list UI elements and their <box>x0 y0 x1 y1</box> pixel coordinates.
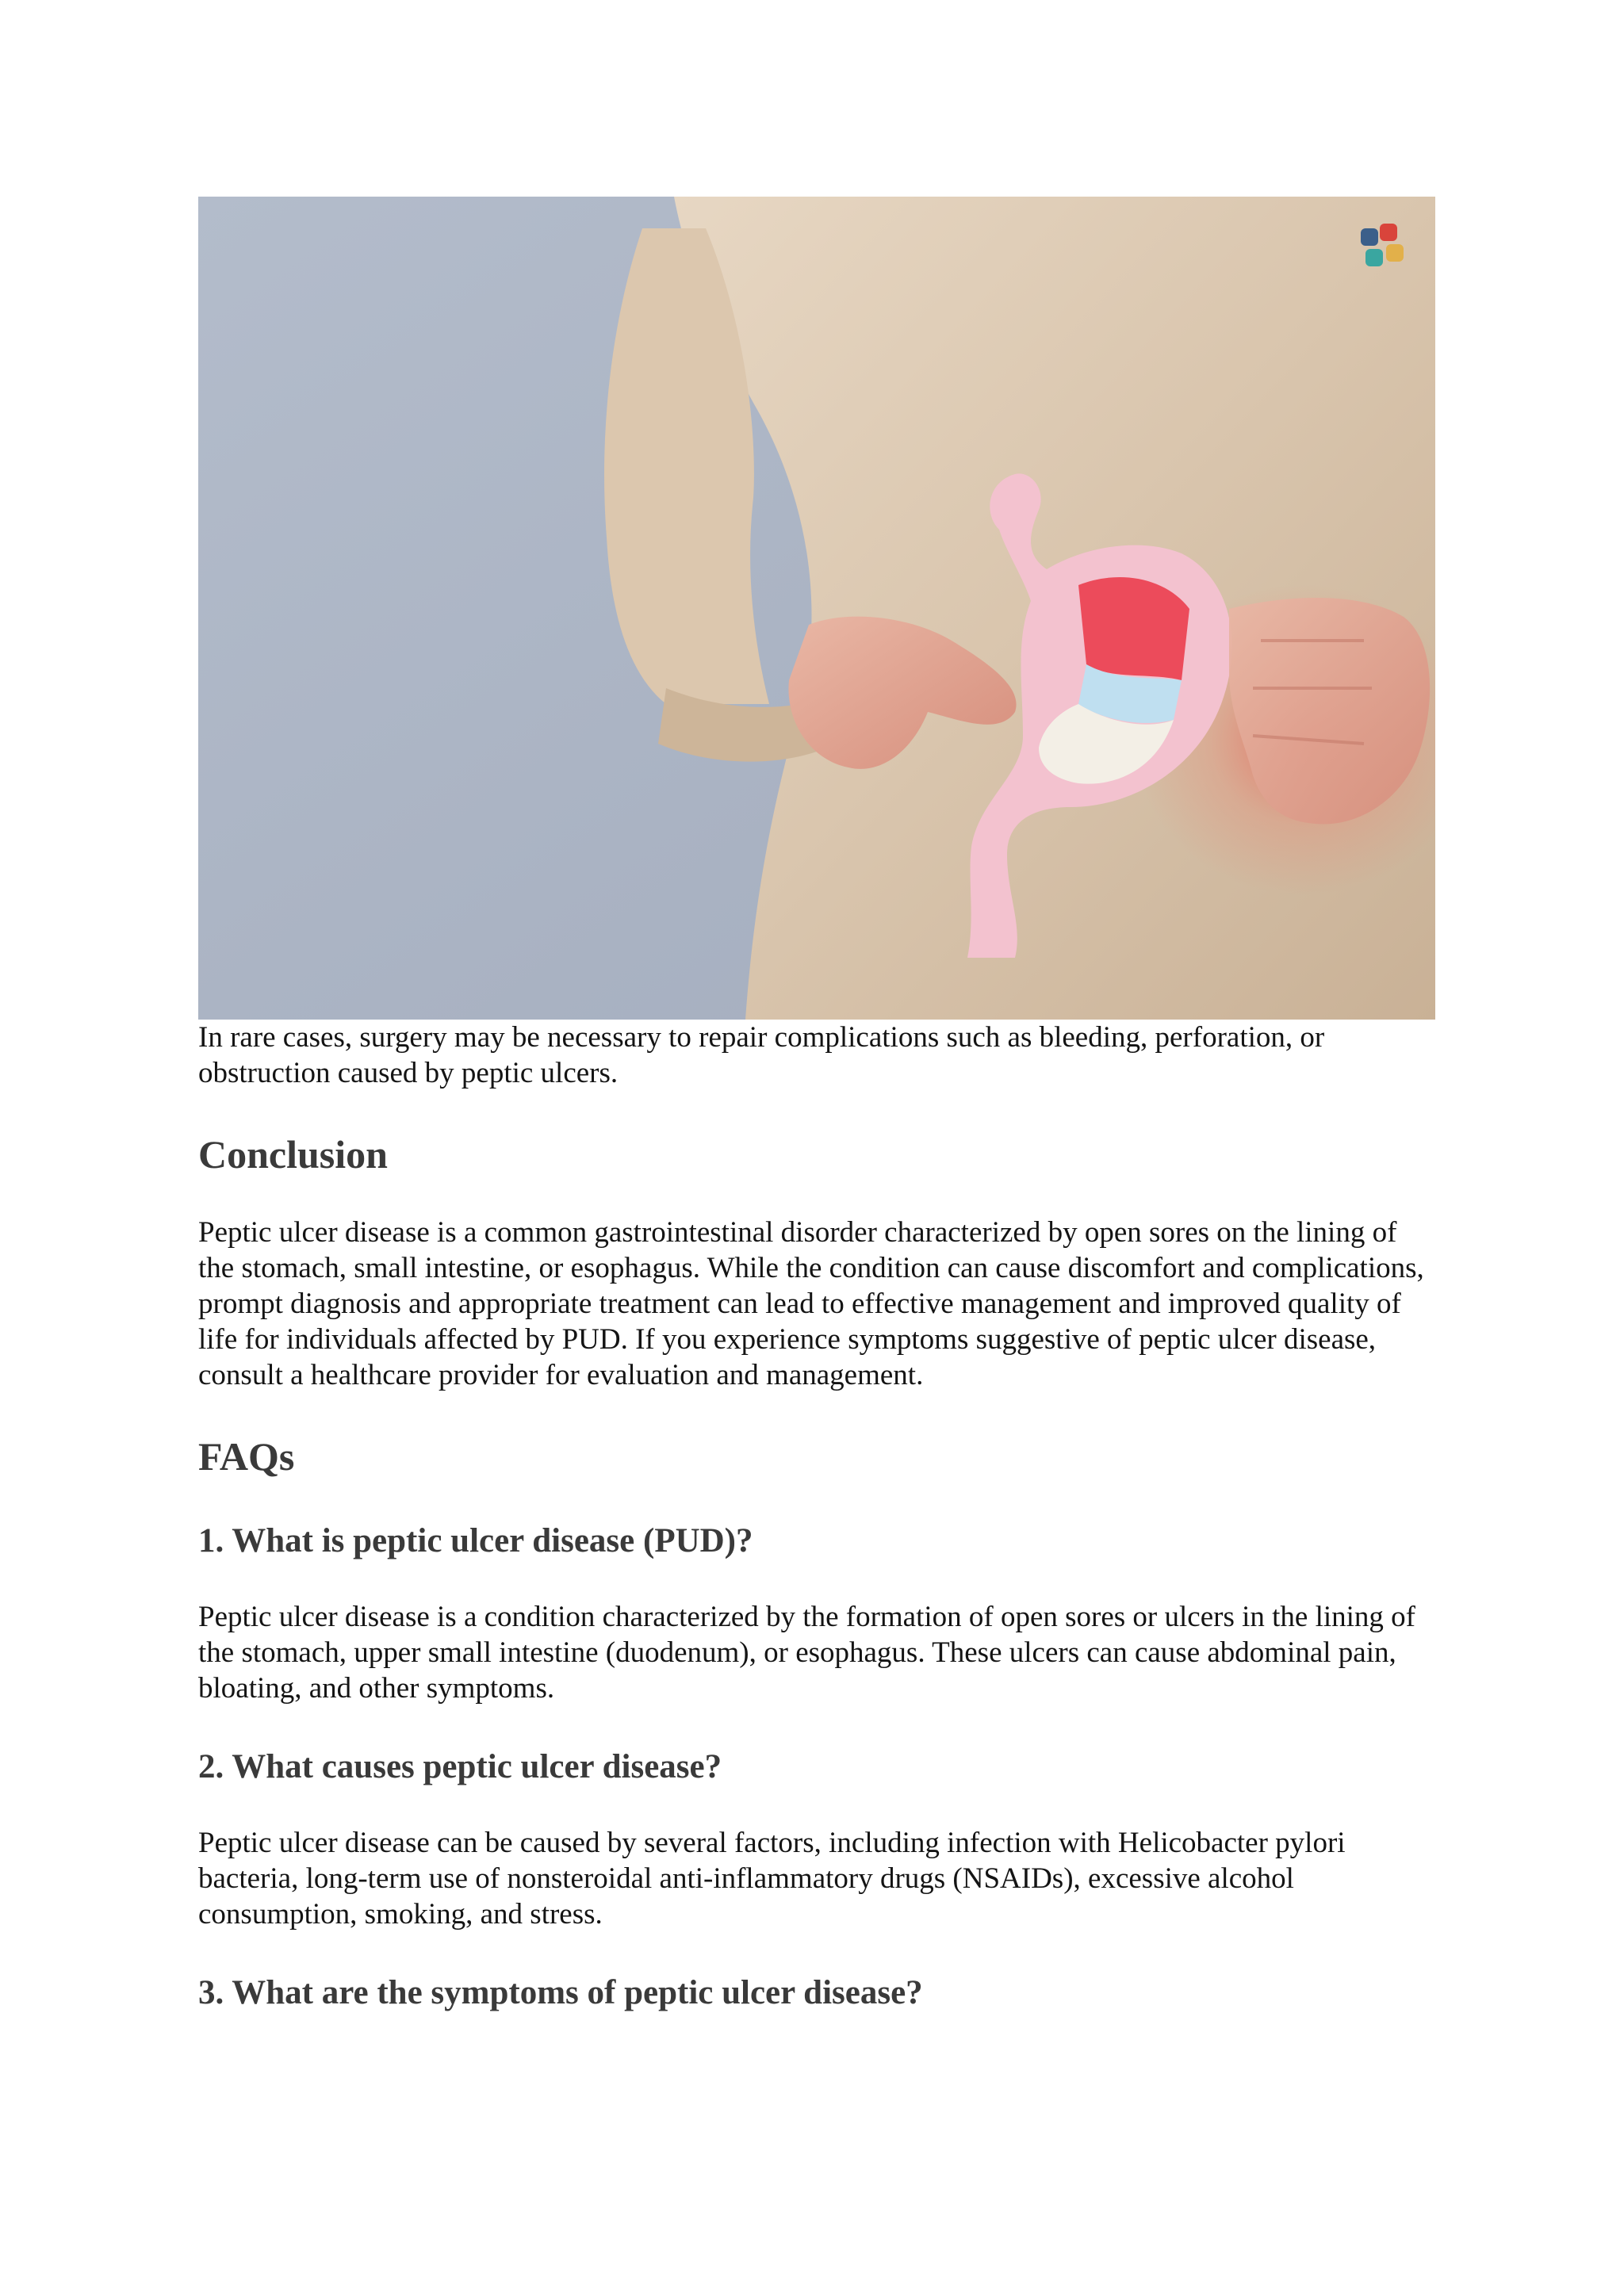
faq-answer-2: Peptic ulcer disease can be caused by several factors, including infection with Helicobacter pylori bacteria, long-term use of nonsteroidal anti-inflammatory drugs (NSAIDs), excessive alcohol consumption, smoking, and stress. <box>198 1827 1346 1931</box>
faq-question-1: 1. What is peptic ulcer disease (PUD)? <box>198 1522 753 1559</box>
brand-logo-icon <box>1356 220 1411 276</box>
conclusion-heading: Conclusion <box>198 1132 388 1177</box>
stomach-illustration-photo <box>198 197 1435 1020</box>
document-page <box>198 197 1435 2051</box>
faq-question-2: 2. What causes peptic ulcer disease? <box>198 1748 722 1785</box>
conclusion-paragraph: Peptic ulcer disease is a common gastrointestinal disorder characterized by open sores on the lining of the stomach, small intestine, or esophagus. While the condition can cause discomfort and complications, prompt diagnosis and appropriate treatment can lead to effective management and improved quality of life for individuals affected by PUD. If you experience symptoms suggestive of peptic ulcer disease, consult a healthcare provider for evaluation and management. <box>198 1216 1424 1391</box>
image-caption: In rare cases, surgery may be necessary to repair complications such as bleeding, perforation, or obstruction caused by peptic ulcers. <box>198 1021 1325 1089</box>
faq-question-3: 3. What are the symptoms of peptic ulcer disease? <box>198 1974 923 2011</box>
faq-answer-1: Peptic ulcer disease is a condition characterized by the formation of open sores or ulcers in the lining of the stomach, upper small intestine (duodenum), or esophagus. These ulcers can cause abdominal pain, bloating, and other symptoms. <box>198 1601 1415 1705</box>
faqs-heading: FAQs <box>198 1434 295 1479</box>
